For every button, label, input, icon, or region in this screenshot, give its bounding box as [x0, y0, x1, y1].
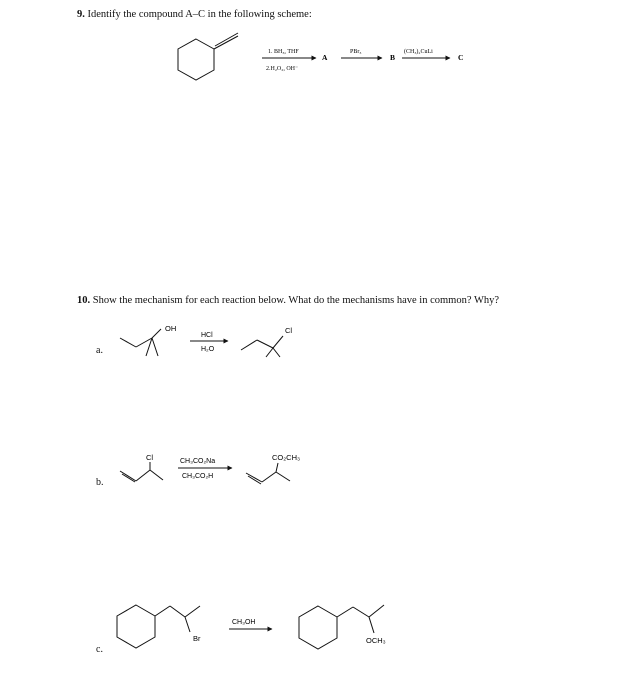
- part-b-label: b.: [96, 477, 104, 488]
- part-b-starting-allylic-chloride: [120, 462, 163, 482]
- compound-b-label: B: [390, 53, 396, 62]
- question-9-prompt: Identify the compound A–C in the following scheme:: [87, 9, 312, 20]
- question-10-number: 10.: [77, 295, 91, 306]
- q9-reagent-2: PBr₃: [350, 49, 362, 55]
- methylenecyclohexane-structure: [178, 33, 238, 80]
- q9-reagent-1-top: 1. BH₃, THF: [268, 49, 299, 55]
- part-b-ester-group: CO₂CH₃: [272, 453, 301, 462]
- question-9-number: 9.: [77, 9, 85, 20]
- part-c-starting-bromide: [117, 605, 200, 648]
- part-b-reagent-top: CH₃CO₂Na: [180, 458, 216, 465]
- part-b-reagent-bottom: CH₃CO₂H: [182, 473, 214, 480]
- part-a-reagent-bottom: H₂O: [201, 346, 215, 353]
- q9-reagent-1-bottom: 2.H₂O₂, OH⁻: [266, 66, 299, 72]
- part-a-reagent-top: HCl: [201, 332, 213, 339]
- part-a-cl-group: Cl: [285, 326, 293, 335]
- part-c-reagent-top: CH₃OH: [232, 619, 256, 626]
- part-a-starting-alcohol: [120, 329, 161, 356]
- part-a-oh-group: OH: [165, 324, 177, 333]
- question-10-prompt: Show the mechanism for each reaction below. What do the mechanisms have in common? Why?: [92, 295, 500, 306]
- part-c-label: c.: [96, 644, 103, 655]
- part-a-label: a.: [96, 345, 103, 356]
- compound-c-label: C: [458, 53, 464, 62]
- q9-reagent-3: (CH₃)₂CuLi: [404, 49, 433, 55]
- part-a-product-chloride: [241, 336, 283, 357]
- part-c-och3-group: OCH₃: [366, 636, 386, 645]
- compound-a-label: A: [322, 53, 328, 62]
- part-c-br-group: Br: [193, 634, 201, 643]
- part-b-cl-group: Cl: [146, 453, 154, 462]
- part-b-product-ester: [246, 463, 290, 484]
